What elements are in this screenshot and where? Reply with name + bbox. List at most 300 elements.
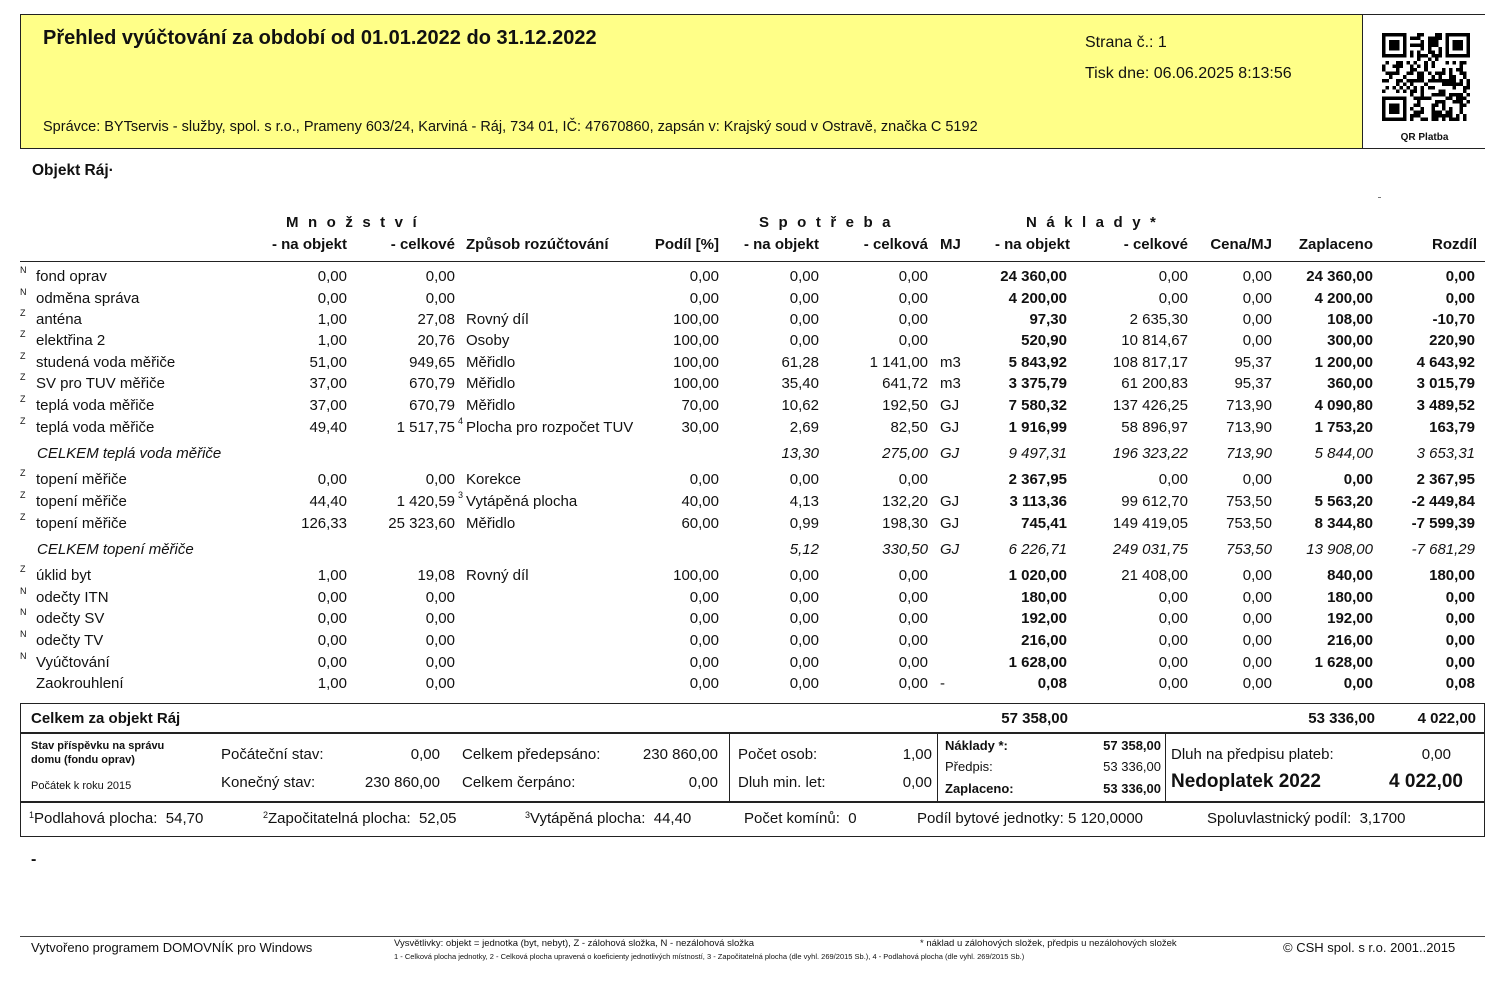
cell-qty-object: 1,00	[317, 567, 347, 584]
cell-method: Vytápěná plocha	[466, 493, 578, 510]
qr-module	[1421, 107, 1425, 111]
qr-code-icon	[1382, 33, 1470, 121]
qr-module	[1452, 86, 1456, 90]
qr-module	[1417, 96, 1421, 100]
row-name: topení měřiče	[36, 515, 127, 532]
qr-module	[1428, 96, 1432, 100]
qr-module	[1421, 75, 1425, 79]
row-name: elektřina 2	[36, 332, 106, 349]
cell-qty-total: 0,00	[425, 675, 455, 692]
qr-module	[1396, 65, 1400, 69]
cell-qty-object: 37,00	[309, 397, 347, 414]
costs-label: Náklady *:	[945, 738, 1008, 753]
qr-module	[1435, 100, 1439, 104]
cell-cons-total: 198,30	[882, 515, 928, 532]
table-row	[0, 490, 1500, 514]
qr-module	[1431, 114, 1435, 118]
qr-module	[1400, 79, 1404, 83]
qr-module	[1421, 79, 1425, 83]
cell-cost-total: 0,00	[1158, 471, 1188, 488]
qr-module	[1403, 82, 1407, 86]
cell-cons-object: 0,00	[789, 332, 819, 349]
qr-module	[1382, 79, 1386, 83]
qr-module	[1452, 100, 1456, 104]
qr-module	[1393, 86, 1397, 90]
qr-module	[1438, 79, 1442, 83]
qr-module	[1428, 86, 1432, 90]
cell-qty-total: 27,08	[417, 311, 455, 328]
row-name: fond oprav	[36, 268, 107, 285]
cell-cost-total: 137 426,25	[1112, 397, 1188, 414]
coowner-share-value: 3,1700	[1359, 810, 1406, 827]
row-name: odečty SV	[36, 610, 105, 627]
cell-qty-object: 0,00	[317, 654, 347, 671]
qr-module	[1431, 51, 1435, 55]
qr-module	[1438, 54, 1442, 58]
qr-module	[1410, 93, 1414, 97]
qr-module	[1421, 93, 1425, 97]
table-row	[0, 394, 1500, 418]
cell-method: Měřidlo	[466, 515, 516, 532]
cell-cost-total: 0,00	[1158, 632, 1188, 649]
cell-qty-total: 19,08	[417, 567, 455, 584]
qr-module	[1431, 93, 1435, 97]
qr-module	[1410, 107, 1414, 111]
qr-module	[1428, 40, 1432, 44]
qr-module	[1449, 75, 1453, 79]
qr-module	[1417, 54, 1421, 58]
cell-share: 0,00	[689, 654, 719, 671]
cell-cons-total: 192,50	[882, 397, 928, 414]
cell-paid: 5 844,00	[1314, 445, 1373, 462]
row-name: SV pro TUV měřiče	[36, 375, 165, 392]
table-row	[0, 308, 1500, 332]
qr-module	[1407, 86, 1411, 90]
prescription-label: Předpis:	[945, 759, 993, 774]
prescribed-label: Celkem předepsáno:	[462, 746, 601, 763]
qr-module	[1459, 107, 1463, 111]
fund-box	[20, 733, 1485, 802]
qr-module	[1442, 82, 1446, 86]
qr-module	[1466, 86, 1470, 90]
qr-module	[1417, 75, 1421, 79]
qr-module	[1414, 114, 1418, 118]
qr-module	[1438, 72, 1442, 76]
heated-area-value: 44,40	[653, 810, 692, 827]
row-name: odměna správa	[36, 290, 140, 307]
cell-cons-total: 0,00	[898, 567, 928, 584]
col-method: Způsob rozúčtování	[466, 236, 609, 253]
qr-module	[1389, 72, 1393, 76]
qr-module	[1421, 89, 1425, 93]
qr-module	[1410, 37, 1414, 41]
costs-value: 57 358,00	[1103, 738, 1161, 753]
qr-module	[1396, 61, 1400, 65]
cell-unit: GJ	[940, 397, 960, 414]
qr-module	[1435, 110, 1439, 114]
qr-module	[1435, 79, 1439, 83]
col-cost-total: - celkové	[1123, 236, 1188, 253]
plan-debt-value: 0,00	[1421, 746, 1451, 763]
row-type-mark: N	[20, 629, 27, 639]
qr-module	[1449, 72, 1453, 76]
cell-method: Měřidlo	[466, 397, 516, 414]
cell-qty-object: 0,00	[317, 610, 347, 627]
qr-module	[1417, 100, 1421, 104]
qr-module	[1463, 75, 1467, 79]
cell-qty-total: 0,00	[425, 654, 455, 671]
row-name: topení měřiče	[36, 471, 127, 488]
cell-difference: -7 681,29	[1411, 541, 1475, 558]
qr-module	[1414, 110, 1418, 114]
cell-difference: 163,79	[1429, 419, 1475, 436]
cell-difference: 2 367,95	[1416, 471, 1475, 488]
cell-cons-object: 10,62	[781, 397, 819, 414]
cell-share: 30,00	[681, 419, 719, 436]
final-value: 230 860,00	[364, 774, 440, 791]
table-total-row	[0, 541, 1500, 562]
qr-module	[1431, 40, 1435, 44]
area-footnote-mark: 4	[458, 416, 464, 426]
cell-price-unit: 0,00	[1242, 332, 1272, 349]
cell-qty-object: 0,00	[317, 290, 347, 307]
qr-module	[1449, 114, 1453, 118]
cell-cons-object: 0,99	[789, 515, 819, 532]
qr-module	[1445, 96, 1449, 100]
qr-module	[1421, 72, 1425, 76]
row-type-mark: Z	[20, 416, 26, 426]
qr-module	[1389, 75, 1393, 79]
qr-module	[1428, 72, 1432, 76]
qr-module	[1431, 103, 1435, 107]
table-total-row	[0, 445, 1500, 466]
qr-module	[1407, 72, 1411, 76]
persons-value: 1,00	[902, 746, 932, 763]
col-qty-object: - na objekt	[271, 236, 347, 253]
row-name: teplá voda měřiče	[36, 419, 155, 436]
table-row	[0, 287, 1500, 311]
cell-cost-total: 10 814,67	[1121, 332, 1188, 349]
qr-module	[1407, 79, 1411, 83]
cell-share: 0,00	[689, 290, 719, 307]
cell-cons-object: 0,00	[789, 268, 819, 285]
row-type-mark: Z	[20, 351, 26, 361]
print-date: Tisk dne: 06.06.2025 8:13:56	[1085, 65, 1292, 82]
summary-costs: 57 358,00	[1001, 710, 1068, 727]
qr-module	[1424, 82, 1428, 86]
qr-module	[1456, 96, 1460, 100]
qr-module	[1410, 114, 1414, 118]
plan-debt-label: Dluh na předpisu plateb:	[1171, 746, 1334, 763]
qr-module	[1449, 96, 1453, 100]
cell-cons-object: 13,30	[781, 445, 819, 462]
qr-module	[1459, 79, 1463, 83]
qr-module	[1463, 114, 1467, 118]
cell-method: Měřidlo	[466, 354, 516, 371]
qr-module	[1442, 89, 1446, 93]
row-name: Zaokrouhlení	[36, 675, 124, 692]
qr-module	[1400, 61, 1404, 65]
qr-module	[1428, 47, 1432, 51]
row-type-mark: Z	[20, 490, 26, 500]
qr-module	[1414, 103, 1418, 107]
cell-method: Plocha pro rozpočet TUV	[466, 419, 634, 436]
qr-module	[1445, 110, 1449, 114]
cell-method: Rovný díl	[466, 567, 529, 584]
qr-module	[1435, 103, 1439, 107]
cell-qty-total: 0,00	[425, 589, 455, 606]
heated-area	[525, 810, 691, 827]
qr-module	[1386, 86, 1390, 90]
qr-module	[1435, 44, 1439, 48]
qr-module	[1431, 75, 1435, 79]
cell-price-unit: 0,00	[1242, 290, 1272, 307]
footer-copyright: © CSH spol. s r.o. 2001..2015	[1283, 940, 1456, 955]
table-row	[0, 564, 1500, 588]
qr-module	[1414, 68, 1418, 72]
unit-share	[917, 810, 1143, 827]
qr-module	[1456, 117, 1460, 121]
qr-module	[1452, 75, 1456, 79]
cell-difference: 3 653,31	[1416, 445, 1475, 462]
qr-module	[1428, 79, 1432, 83]
cell-price-unit: 0,00	[1242, 589, 1272, 606]
qr-module	[1456, 114, 1460, 118]
col-share: Podíl [%]	[654, 236, 719, 253]
table-row	[0, 512, 1500, 536]
cell-cons-object: 0,00	[789, 632, 819, 649]
qr-module	[1459, 100, 1463, 104]
qr-module	[1421, 47, 1425, 51]
cell-qty-total: 20,76	[417, 332, 455, 349]
qr-module	[1442, 107, 1446, 111]
qr-module	[1424, 65, 1428, 69]
cell-share: 100,00	[673, 332, 719, 349]
cell-cost-object: 6 226,71	[1008, 541, 1067, 558]
cell-method: Korekce	[466, 471, 522, 488]
cell-qty-total: 0,00	[425, 471, 455, 488]
cell-cost-object: 745,41	[1021, 515, 1067, 532]
qr-module	[1466, 100, 1470, 104]
fund-title-line2: domu (fondu oprav)	[31, 754, 135, 766]
cell-cons-total: 82,50	[890, 419, 928, 436]
cell-cons-total: 132,20	[882, 493, 928, 510]
row-type-mark: N	[20, 265, 27, 275]
qr-module	[1424, 54, 1428, 58]
qr-module	[1410, 44, 1414, 48]
areas-row	[20, 802, 1485, 837]
fund-title-line1: Stav příspěvku na správu	[31, 740, 165, 752]
qr-module	[1456, 82, 1460, 86]
cell-qty-object: 37,00	[309, 375, 347, 392]
cell-cost-total: 196 323,22	[1112, 445, 1188, 462]
cell-difference: -7 599,39	[1411, 515, 1475, 532]
page-number: Strana č.: 1	[1085, 34, 1167, 51]
cell-method: Měřidlo	[466, 375, 516, 392]
cell-cost-object: 9 497,31	[1008, 445, 1067, 462]
qr-module	[1459, 72, 1463, 76]
row-type-mark: Z	[20, 329, 26, 339]
qr-module	[1421, 117, 1425, 121]
cell-cost-total: 0,00	[1158, 268, 1188, 285]
qr-module	[1393, 72, 1397, 76]
qr-module	[1438, 47, 1442, 51]
qr-module	[1456, 93, 1460, 97]
cell-unit: GJ	[940, 541, 960, 558]
qr-module	[1414, 37, 1418, 41]
qr-module	[1456, 68, 1460, 72]
summary-label: Celkem za objekt Ráj	[31, 710, 181, 727]
heated-area-label: Vytápěná plocha:	[530, 810, 646, 827]
qr-module	[1431, 79, 1435, 83]
cell-paid: 1 753,20	[1314, 419, 1373, 436]
qr-module	[1459, 93, 1463, 97]
cell-price-unit: 0,00	[1242, 471, 1272, 488]
cell-cost-object: 2 367,95	[1008, 471, 1067, 488]
qr-module	[1417, 58, 1421, 62]
cell-difference: -2 449,84	[1411, 493, 1475, 510]
cell-cost-object: 24 360,00	[1000, 268, 1067, 285]
cell-cons-total: 0,00	[898, 589, 928, 606]
cell-cost-object: 180,00	[1021, 589, 1067, 606]
qr-module	[1456, 100, 1460, 104]
cell-qty-total: 0,00	[425, 610, 455, 627]
summary-paid: 53 336,00	[1308, 710, 1375, 727]
qr-module	[1442, 100, 1446, 104]
cell-price-unit: 0,00	[1242, 675, 1272, 692]
qr-module	[1410, 117, 1414, 121]
cell-cons-total: 275,00	[882, 445, 928, 462]
qr-module	[1386, 79, 1390, 83]
underpayment-label: Nedoplatek 2022	[1171, 771, 1321, 792]
cell-price-unit: 753,50	[1226, 515, 1272, 532]
floor-area-sup: 1	[29, 810, 35, 820]
cell-price-unit: 0,00	[1242, 632, 1272, 649]
cell-cons-total: 0,00	[898, 675, 928, 692]
cell-cost-object: 1 628,00	[1008, 654, 1067, 671]
cell-paid: 13 908,00	[1306, 541, 1373, 558]
cell-cons-object: 0,00	[789, 675, 819, 692]
qr-module	[1435, 72, 1439, 76]
cell-unit: GJ	[940, 515, 960, 532]
qr-module	[1403, 75, 1407, 79]
cell-method: Osoby	[466, 332, 510, 349]
footer-rule	[20, 936, 1485, 937]
cell-cons-total: 0,00	[898, 610, 928, 627]
qr-module	[1435, 37, 1439, 41]
qr-module	[1435, 40, 1439, 44]
qr-module	[1389, 40, 1400, 51]
footer-legend-areas: 1 - Celková plocha jednotky, 2 - Celková plocha upravená o koeficienty jednotlivých místností, 3 - Započitatelná plocha (dle vyhl. 269/2015 Sb.), 4 - Podlahová plocha (dle vyhl. 269/2015 Sb.)	[394, 952, 1025, 961]
countable-area	[263, 810, 457, 827]
report-title: Přehled vyúčtování za období od 01.01.2022 do 31.12.2022	[43, 27, 597, 49]
cell-paid: 8 344,80	[1314, 515, 1373, 532]
row-type-mark: Z	[20, 372, 26, 382]
qr-module	[1424, 117, 1428, 121]
qr-module	[1386, 72, 1390, 76]
fund-title	[31, 739, 164, 767]
col-qty-total: - celkové	[390, 236, 455, 253]
cell-cost-object: 216,00	[1021, 632, 1067, 649]
qr-module	[1463, 86, 1467, 90]
qr-module	[1407, 61, 1411, 65]
qr-module	[1438, 93, 1442, 97]
cell-unit: m3	[940, 375, 961, 392]
cell-difference: 0,00	[1445, 589, 1475, 606]
qr-module	[1417, 72, 1421, 76]
qr-module	[1400, 65, 1404, 69]
cell-cost-total: 149 419,05	[1112, 515, 1188, 532]
footer-legend-star: * náklad u zálohových složek, předpis u nezálohových složek	[920, 938, 1177, 949]
qr-module	[1414, 86, 1418, 90]
cell-paid: 1 628,00	[1314, 654, 1373, 671]
cell-cost-total: 0,00	[1158, 290, 1188, 307]
qr-module	[1428, 37, 1432, 41]
cell-qty-object: 51,00	[309, 354, 347, 371]
cell-unit: m3	[940, 354, 961, 371]
cell-difference: 0,00	[1445, 290, 1475, 307]
qr-module	[1417, 110, 1421, 114]
qr-module	[1442, 117, 1446, 121]
qr-module	[1410, 54, 1414, 58]
cell-cost-total: 0,00	[1158, 589, 1188, 606]
qr-module	[1438, 75, 1442, 79]
cell-share: 0,00	[689, 268, 719, 285]
fund-since: Počátek k roku 2015	[31, 780, 132, 792]
qr-module	[1442, 68, 1446, 72]
cell-cons-object: 0,00	[789, 610, 819, 627]
cell-difference: 4 643,92	[1416, 354, 1475, 371]
unit-share-label: Podíl bytové jednotky:	[917, 810, 1064, 827]
qr-module	[1431, 107, 1435, 111]
cell-paid: 1 200,00	[1314, 354, 1373, 371]
drawn-label: Celkem čerpáno:	[462, 774, 576, 791]
qr-module	[1428, 58, 1432, 62]
underpayment-value: 4 022,00	[1389, 771, 1463, 792]
cell-cons-object: 2,69	[789, 419, 819, 436]
cell-cost-object: 192,00	[1021, 610, 1067, 627]
qr-module	[1452, 93, 1456, 97]
qr-module	[1393, 65, 1397, 69]
qr-module	[1382, 89, 1386, 93]
qr-module	[1417, 103, 1421, 107]
prescription-value: 53 336,00	[1103, 759, 1161, 774]
stray-dot	[1378, 197, 1381, 198]
cell-cost-object: 4 200,00	[1008, 290, 1067, 307]
qr-module	[1463, 61, 1467, 65]
table-row	[0, 351, 1500, 375]
cell-cons-total: 641,72	[882, 375, 928, 392]
cell-paid: 24 360,00	[1306, 268, 1373, 285]
heated-area-sup: 3	[525, 810, 531, 820]
qr-module	[1438, 100, 1442, 104]
cell-cost-total: 108 817,17	[1112, 354, 1188, 371]
col-cost-object: - na objekt	[994, 236, 1070, 253]
cell-cost-object: 3 113,36	[1009, 493, 1067, 510]
cell-difference: 0,00	[1445, 268, 1475, 285]
cell-difference: -10,70	[1432, 311, 1475, 328]
qr-module	[1438, 89, 1442, 93]
floor-area-value: 54,70	[165, 810, 204, 827]
table-row	[0, 372, 1500, 396]
qr-module	[1410, 68, 1414, 72]
cell-qty-total: 1 517,75	[396, 419, 455, 436]
row-type-mark: Z	[20, 308, 26, 318]
qr-module	[1463, 103, 1467, 107]
qr-module	[1438, 110, 1442, 114]
cell-cons-total: 0,00	[898, 632, 928, 649]
row-name: odečty TV	[36, 632, 104, 649]
